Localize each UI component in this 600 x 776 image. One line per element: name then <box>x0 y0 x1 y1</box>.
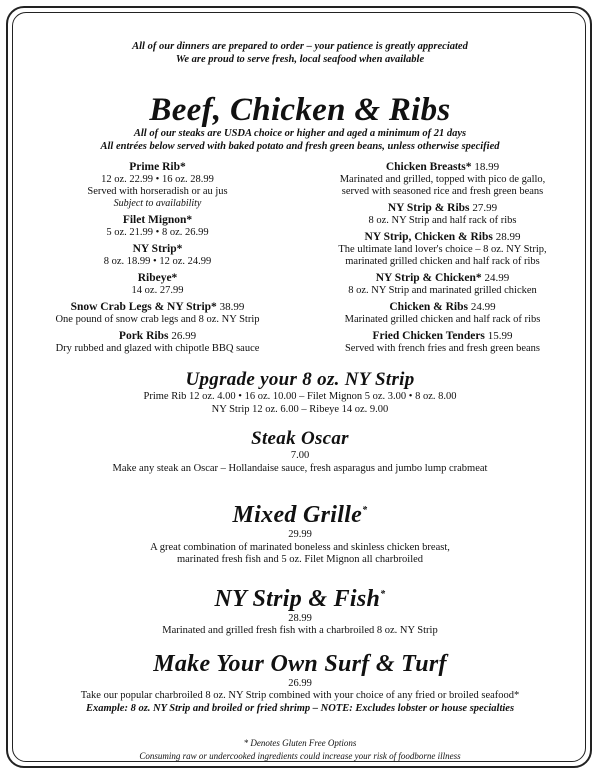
grille-desc-1: A great combination of marinated boneless and skinless chicken breast, <box>150 541 450 553</box>
item-description: Dry rubbed and glazed with chipotle BBQ sauce <box>55 343 260 354</box>
item-name: Filet Mignon* <box>122 214 193 226</box>
menu-item <box>305 231 580 268</box>
fish-price: 28.99 <box>288 612 312 624</box>
oscar-price: 7.00 <box>290 450 310 461</box>
fish-title: NY Strip & Fish <box>214 585 381 612</box>
item-description: 8 oz. 18.99 • 12 oz. 24.99 <box>103 256 212 267</box>
right-column <box>305 161 580 359</box>
entree-note: All entrées below served with baked potato and fresh green beans, unless otherwise specified <box>100 140 500 152</box>
item-price: 18.99 <box>474 161 500 173</box>
item-description: 5 oz. 21.99 • 8 oz. 26.99 <box>106 227 209 238</box>
surf-example: Example: 8 oz. NY Strip and broiled or fried shrimp – NOTE: Excludes lobster or house specialties <box>85 702 515 714</box>
menu-item <box>20 272 295 297</box>
intro-line-2: We are proud to serve fresh, local seafood when available <box>175 54 425 65</box>
left-column <box>20 161 295 359</box>
upgrade-line-2: NY Strip 12 oz. 6.00 – Ribeye 14 oz. 9.00 <box>211 403 389 415</box>
item-description: Marinated and grilled, topped with pico de gallo, <box>339 174 546 185</box>
item-description: Marinated grilled chicken and half rack of ribs <box>344 314 541 325</box>
grille-desc-2: marinated fresh fish and 5 oz. Filet Mignon all charbroiled <box>176 554 424 565</box>
item-heading <box>305 161 580 174</box>
steak-note: All of our steaks are USDA choice or higher and aged a minimum of 21 days <box>133 128 467 139</box>
item-heading <box>305 231 580 244</box>
item-heading <box>305 272 580 285</box>
item-heading <box>305 202 580 215</box>
footer <box>20 737 580 763</box>
menu-item <box>20 161 295 210</box>
fish-desc: Marinated and grilled fresh fish with a charbroiled 8 oz. NY Strip <box>162 625 438 636</box>
item-description: 14 oz. 27.99 <box>131 285 184 296</box>
item-heading <box>20 243 295 256</box>
item-description: served with seasoned rice and fresh green beans <box>341 186 544 197</box>
item-price: 15.99 <box>487 330 513 342</box>
oscar-title: Steak Oscar <box>251 428 349 449</box>
item-name: Pork Ribs <box>118 330 169 342</box>
item-heading <box>20 301 295 314</box>
beef-columns <box>20 161 580 359</box>
menu-item <box>20 243 295 268</box>
item-price: 28.99 <box>495 231 521 243</box>
item-heading <box>20 330 295 343</box>
item-price: 24.99 <box>470 301 496 313</box>
menu-item <box>305 161 580 198</box>
item-heading <box>20 272 295 285</box>
grille-section <box>20 497 580 567</box>
item-description: 8 oz. NY Strip and half rack of ribs <box>368 215 517 226</box>
upgrade-section <box>20 369 580 416</box>
fish-title-row <box>20 581 580 613</box>
surf-section <box>20 650 580 716</box>
item-name: Fried Chicken Tenders <box>372 330 485 342</box>
surf-desc: Take our popular charbroiled 8 oz. NY Strip combined with your choice of any fried or broiled seafood* <box>80 690 520 701</box>
upgrade-title: Upgrade your 8 oz. NY Strip <box>185 369 415 390</box>
surf-price: 26.99 <box>288 677 312 689</box>
fish-section <box>20 581 580 638</box>
upgrade-line-1: Prime Rib 12 oz. 4.00 • 16 oz. 10.00 – Filet Mignon 5 oz. 3.00 • 8 oz. 8.00 <box>143 391 457 402</box>
section-title-beef: Beef, Chicken & Ribs <box>149 92 451 128</box>
oscar-desc: Make any steak an Oscar – Hollandaise sauce, fresh asparagus and jumbo lump crabmeat <box>112 462 488 474</box>
oscar-section <box>20 428 580 475</box>
foodborne-warning: Consuming raw or undercooked ingredients could increase your risk of foodborne illness <box>139 751 461 761</box>
item-heading <box>20 161 295 174</box>
intro-notes <box>20 40 580 66</box>
item-name: NY Strip, Chicken & Ribs <box>364 231 493 243</box>
item-description: One pound of snow crab legs and 8 oz. NY Strip <box>55 314 260 325</box>
menu-item <box>305 301 580 326</box>
item-name: NY Strip & Chicken* <box>375 272 482 284</box>
item-description: The ultimate land lover's choice – 8 oz. NY Strip, <box>338 244 547 255</box>
menu-item <box>20 301 295 326</box>
menu-item <box>20 330 295 355</box>
menu-item <box>305 202 580 227</box>
item-price: 27.99 <box>472 202 498 214</box>
menu-item <box>305 272 580 297</box>
item-description: 8 oz. NY Strip and marinated grilled chicken <box>348 285 537 296</box>
item-description: Served with horseradish or au jus <box>87 186 228 197</box>
grille-price: 29.99 <box>288 529 312 540</box>
menu-page <box>20 18 580 761</box>
grille-star: * <box>362 505 368 516</box>
item-description: marinated grilled chicken and half rack of ribs <box>345 256 540 267</box>
item-name: NY Strip* <box>132 243 183 255</box>
gluten-note: * Denotes Gluten Free Options <box>243 738 357 748</box>
item-heading <box>20 214 295 227</box>
item-price: 26.99 <box>171 330 197 342</box>
item-availability-note: Subject to availability <box>113 198 202 209</box>
item-name: Snow Crab Legs & NY Strip* <box>70 301 217 313</box>
item-heading <box>305 330 580 343</box>
item-name: NY Strip & Ribs <box>387 202 470 214</box>
item-name: Chicken Breasts* <box>385 161 472 173</box>
item-heading <box>305 301 580 314</box>
fish-star: * <box>380 588 386 600</box>
grille-title-row <box>20 497 580 529</box>
menu-item <box>305 330 580 355</box>
intro-line-1: All of our dinners are prepared to order – your patience is greatly appreciated <box>132 41 468 52</box>
menu-item <box>20 214 295 239</box>
surf-title: Make Your Own Surf & Turf <box>153 650 447 677</box>
item-name: Ribeye* <box>137 272 178 284</box>
item-description: Served with french fries and fresh green beans <box>344 343 541 354</box>
item-price: 24.99 <box>484 272 510 284</box>
item-description: 12 oz. 22.99 • 16 oz. 28.99 <box>101 174 214 185</box>
item-price: 38.99 <box>219 301 245 313</box>
item-name: Chicken & Ribs <box>389 301 468 313</box>
grille-title: Mixed Grille <box>232 502 363 528</box>
item-name: Prime Rib* <box>129 161 186 173</box>
